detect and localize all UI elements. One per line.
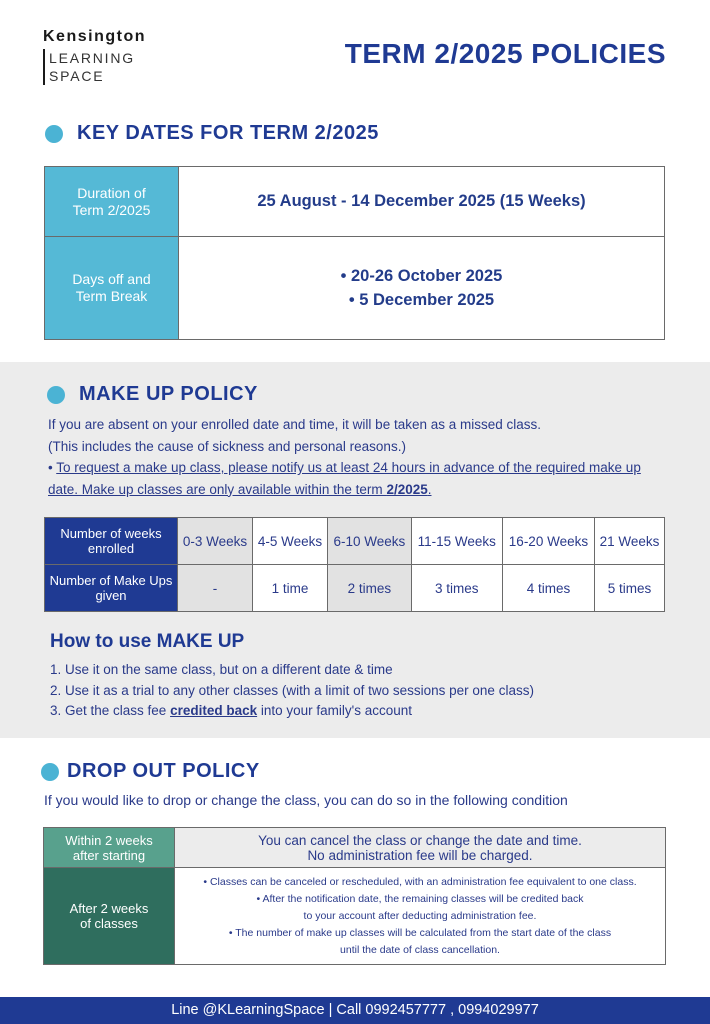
bullet: •: [48, 460, 57, 475]
days-off-list: [179, 264, 664, 312]
key-dates-table: [44, 166, 665, 340]
table-row: [45, 518, 665, 565]
makeup-table: [44, 517, 665, 612]
logo-line-2: LEARNING: [49, 50, 135, 66]
text-line: No administration fee will be charged.: [307, 847, 533, 863]
dropout-heading: [41, 760, 260, 783]
after-2-weeks-text: [175, 868, 666, 965]
makeup-title: MAKE UP POLICY: [79, 383, 258, 405]
table-cell: 4-5 Weeks: [253, 518, 328, 565]
table-cell: 16-20 Weeks: [502, 518, 594, 565]
logo-rest: [43, 49, 146, 85]
list-item: • 5 December 2025: [348, 291, 495, 309]
how-to-use-title: How to use MAKE UP: [50, 631, 245, 652]
within-2-weeks-text: [175, 828, 666, 868]
table-cell: 5 times: [595, 565, 665, 612]
table-row: [45, 237, 665, 340]
how-3-prefix: 3. Get the class fee: [50, 703, 171, 718]
logo-line-1: Kensington: [43, 28, 146, 45]
term-bold: 2/2025: [386, 481, 428, 497]
text-line: until the date of class cancellation.: [340, 943, 500, 956]
bullet-dot-icon: [41, 763, 59, 781]
table-cell: -: [178, 565, 253, 612]
duration-label-line-1: Duration of: [77, 184, 146, 201]
footer-contact: Line @KLearningSpace | Call 0992457777 , 0994029977: [0, 997, 710, 1024]
how-to-use-list: [50, 660, 534, 722]
credited-back-text: credited back: [170, 703, 258, 718]
table-cell: 1 time: [253, 565, 328, 612]
table-cell: 6-10 Weeks: [328, 518, 412, 565]
list-item: 1. Use it on the same class, but on a different date & time: [50, 662, 393, 677]
list-item: • 20-26 October 2025: [340, 267, 503, 285]
makeup-para-2: (This includes the cause of sickness and personal reasons.): [48, 438, 406, 454]
label-line: after starting: [72, 847, 146, 863]
makeup-para-1: If you are absent on your enrolled date and time, it will be taken as a missed class.: [48, 417, 542, 432]
makeup-para-3: [48, 457, 668, 500]
days-off-label: [45, 237, 179, 340]
weeks-header: Number of weeks enrolled: [45, 518, 178, 565]
bullet-dot-icon: [47, 386, 65, 404]
dropout-subtitle: If you would like to drop or change the class, you can do so in the following condition: [44, 792, 568, 808]
text-line: to your account after deducting administration fee.: [303, 909, 537, 922]
table-row: [44, 868, 666, 965]
duration-value: 25 August - 14 December 2025 (15 Weeks): [179, 167, 665, 237]
makeup-description: [48, 414, 668, 500]
key-dates-heading: [45, 122, 379, 145]
table-cell: 21 Weeks: [595, 518, 665, 565]
within-2-weeks-label: [44, 828, 175, 868]
after-2-weeks-label: [44, 868, 175, 965]
dropout-table: [43, 827, 666, 965]
makeup-request-text: To request a make up class, please notify us at least 24 hours in advance of the required make up date. Make up classes are only available within the term: [48, 460, 641, 497]
list-item: 2. Use it as a trial to any other classes (with a limit of two sessions per one class): [50, 682, 534, 698]
label-line: of classes: [80, 916, 138, 931]
days-off-value: [179, 237, 665, 340]
period: .: [427, 481, 432, 497]
bullet-dot-icon: [45, 125, 63, 143]
duration-label-line-2: Term 2/2025: [72, 201, 151, 218]
table-cell: 2 times: [328, 565, 412, 612]
logo: [43, 28, 146, 85]
text-line: • The number of make up classes will be calculated from the start date of the class: [228, 926, 612, 939]
table-cell: 3 times: [411, 565, 502, 612]
how-3-suffix: into your family's account: [257, 703, 413, 718]
makeups-header: Number of Make Ups given: [45, 565, 178, 612]
label-line: Within 2 weeks: [65, 832, 153, 848]
table-cell: 11-15 Weeks: [411, 518, 502, 565]
key-dates-title: KEY DATES FOR TERM 2/2025: [77, 122, 379, 144]
label-line: After 2 weeks: [69, 901, 149, 916]
table-row: [45, 565, 665, 612]
table-cell: 0-3 Weeks: [178, 518, 253, 565]
makeup-request-note: [48, 460, 641, 497]
makeup-heading: [47, 383, 258, 406]
days-off-label-line-2: Term Break: [75, 288, 148, 304]
table-row: [45, 167, 665, 237]
table-row: [44, 828, 666, 868]
text-line: • After the notification date, the remaining classes will be credited back: [256, 892, 584, 905]
dropout-title: DROP OUT POLICY: [67, 760, 260, 782]
text-line: You can cancel the class or change the date and time.: [258, 832, 582, 848]
days-off-label-line-1: Days off and: [72, 271, 151, 287]
duration-label: [45, 167, 179, 237]
page-title: TERM 2/2025 POLICIES: [344, 38, 666, 69]
list-item: [50, 701, 534, 722]
logo-line-3: SPACE: [49, 68, 105, 84]
text-line: • Classes can be canceled or rescheduled, with an administration fee equivalent to one class.: [203, 875, 637, 888]
table-cell: 4 times: [502, 565, 594, 612]
